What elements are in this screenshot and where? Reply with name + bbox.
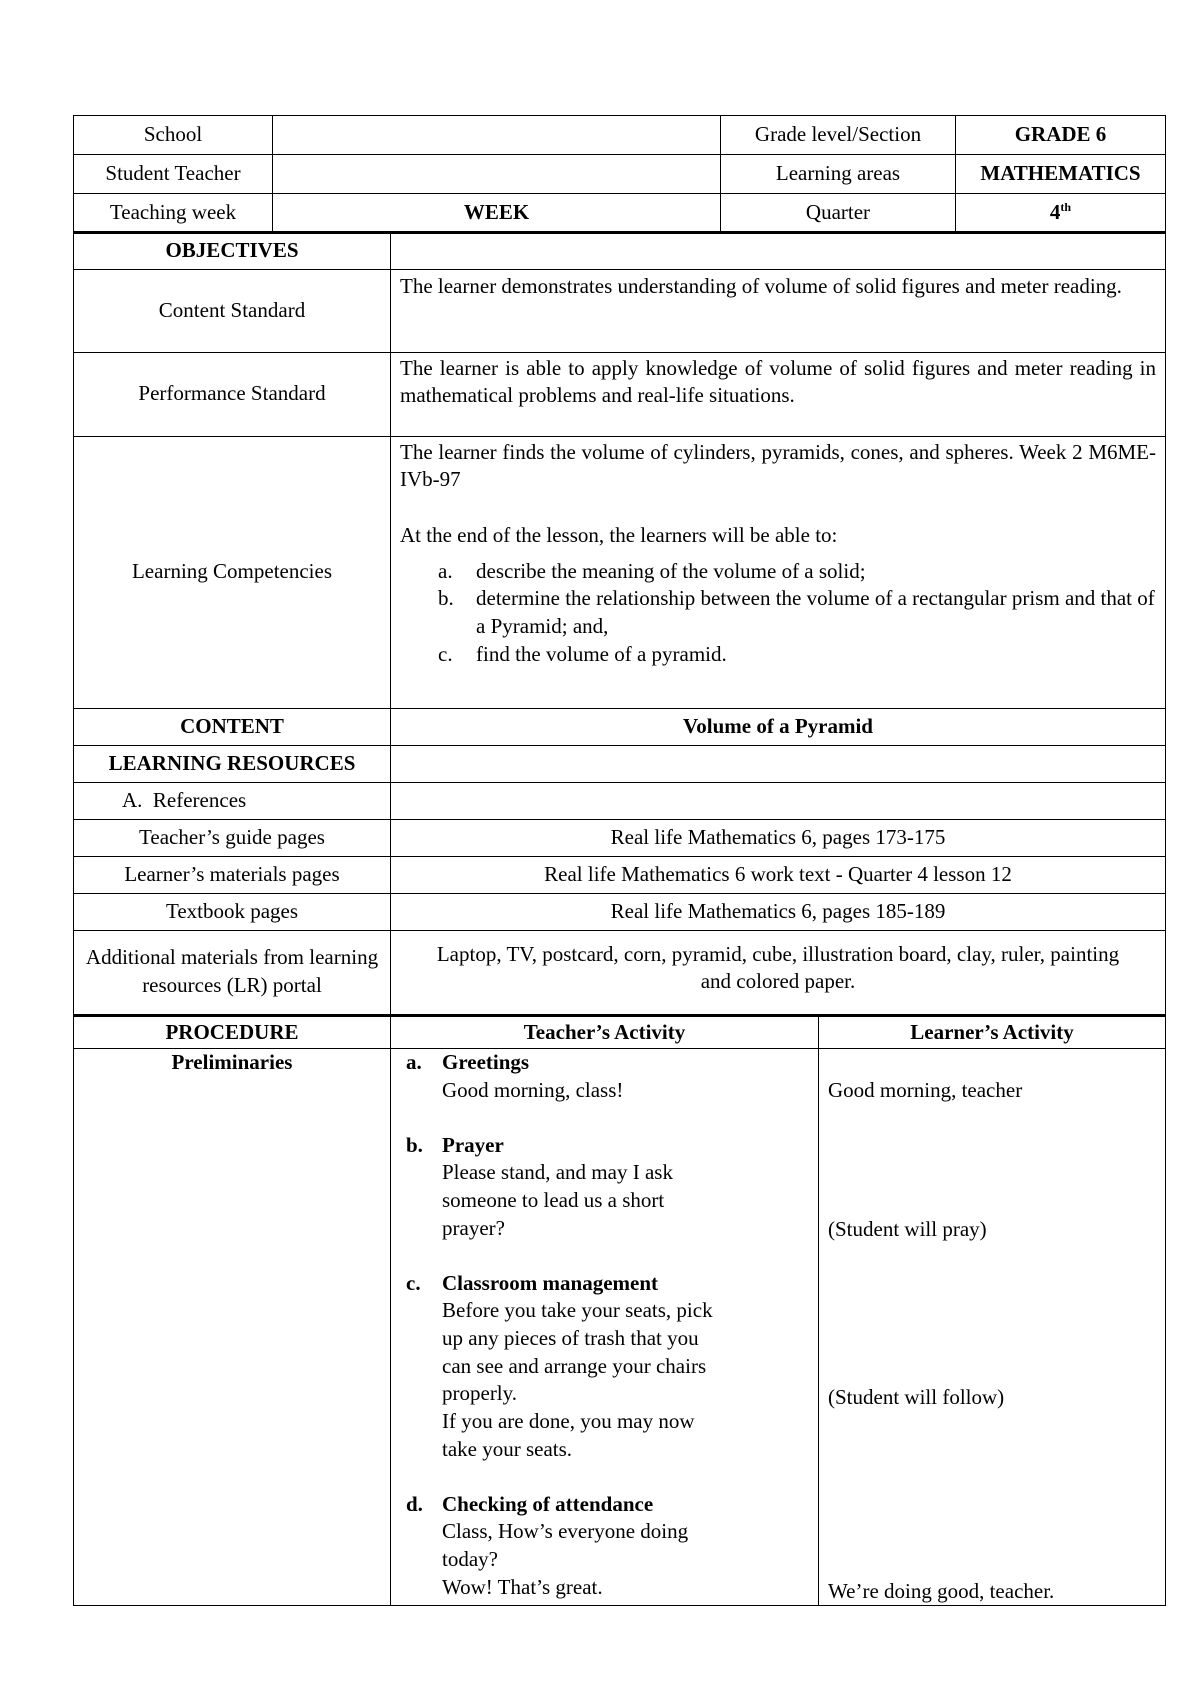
competencies-lead: At the end of the lesson, the learners will be able to:: [400, 522, 838, 547]
resources-heading: LEARNING RESOURCES: [74, 745, 391, 782]
list-marker: b.: [438, 586, 454, 611]
lesson-plan-page: [73, 115, 1165, 1606]
activity-title: Prayer: [442, 1132, 504, 1157]
learner-response: Good morning, teacher: [828, 1078, 1023, 1103]
content-standard-row: [74, 269, 1166, 352]
competencies-cell: [391, 436, 1166, 708]
teaching-week-label: Teaching week: [74, 194, 273, 232]
references-label: A. References: [74, 782, 391, 819]
teachers-guide-row: [74, 819, 1166, 856]
learners-materials-value: Real life Mathematics 6 work text - Quarter 4 lesson 12: [391, 856, 1166, 893]
activity-prayer: [406, 1132, 809, 1243]
activity-line: Good morning, class!: [442, 1077, 624, 1102]
activity-marker: d.: [406, 1491, 423, 1516]
activity-line: take your seats.: [442, 1436, 573, 1461]
teacher-activity-cell: [391, 1049, 819, 1606]
activity-classroom-management: [406, 1270, 809, 1464]
additional-materials-row: [74, 930, 1166, 1014]
school-value: [273, 116, 721, 155]
resources-heading-row: [74, 745, 1166, 782]
preliminaries-row: [74, 1049, 1166, 1606]
teachers-guide-value: Real life Mathematics 6, pages 173-175: [391, 819, 1166, 856]
quarter-suffix: th: [1060, 199, 1072, 214]
activity-line: today?: [442, 1547, 498, 1571]
list-text: describe the meaning of the volume of a solid;: [476, 558, 866, 583]
learning-areas-label: Learning areas: [721, 155, 956, 194]
activity-line: Please stand, and may I ask: [442, 1160, 673, 1185]
content-value: Volume of a Pyramid: [391, 708, 1166, 745]
activity-greetings: [406, 1049, 809, 1104]
student-teacher-label: Student Teacher: [74, 155, 273, 194]
activity-title: Classroom management: [442, 1270, 659, 1295]
references-blank: [391, 782, 1166, 819]
learner-response: (Student will follow): [828, 1385, 1005, 1410]
activity-line: properly.: [442, 1381, 518, 1406]
objectives-heading-blank: [391, 233, 1166, 269]
header-table: [73, 115, 1166, 232]
performance-standard-text: The learner is able to apply knowledge of volume of solid figures and meter reading in mathematical problems and real-life situations.: [391, 352, 1166, 436]
quarter-number: 4: [1049, 199, 1061, 224]
procedure-heading-row: [74, 1016, 1166, 1049]
quarter-value: [956, 194, 1166, 232]
activity-marker: b.: [406, 1132, 423, 1157]
learning-areas-value: MATHEMATICS: [956, 155, 1166, 194]
content-row: [74, 708, 1166, 745]
objectives-table: [73, 232, 1166, 1015]
activity-line: someone to lead us a short: [442, 1188, 665, 1213]
objectives-heading-row: [74, 233, 1166, 269]
textbook-value: Real life Mathematics 6, pages 185-189: [391, 893, 1166, 930]
activity-line: prayer?: [442, 1215, 505, 1240]
activity-marker: c.: [406, 1270, 421, 1295]
activity-title: Checking of attendance: [442, 1491, 654, 1516]
list-item: [400, 558, 1156, 586]
activity-line: Class, How’s everyone doing: [442, 1519, 689, 1544]
activity-marker: a.: [406, 1050, 422, 1075]
activity-title: Greetings: [442, 1050, 530, 1075]
learner-response: We’re doing good, teacher.: [828, 1579, 1055, 1604]
learners-materials-row: [74, 856, 1166, 893]
quarter-label: Quarter: [721, 194, 956, 232]
competencies-label: Learning Competencies: [74, 436, 391, 708]
teachers-guide-label: Teacher’s guide pages: [74, 819, 391, 856]
content-heading: CONTENT: [74, 708, 391, 745]
learner-activity-cell: [819, 1049, 1166, 1606]
content-standard-text: The learner demonstrates understanding of volume of solid figures and meter reading.: [391, 269, 1166, 352]
header-row-week: [74, 194, 1166, 232]
teacher-activity-heading: Teacher’s Activity: [391, 1016, 819, 1049]
list-text: find the volume of a pyramid.: [476, 641, 727, 666]
additional-label: Additional materials from learning resources (LR) portal: [74, 930, 391, 1014]
performance-standard-row: [74, 352, 1166, 436]
performance-standard-label: Performance Standard: [74, 352, 391, 436]
list-marker: a.: [438, 558, 453, 583]
procedure-heading: PROCEDURE: [74, 1016, 391, 1049]
header-row-teacher: [74, 155, 1166, 194]
list-marker: c.: [438, 641, 453, 666]
additional-value: Laptop, TV, postcard, corn, pyramid, cube, illustration board, clay, ruler, painting and colored paper.: [391, 930, 1166, 1014]
teaching-week-value: WEEK: [273, 194, 721, 232]
preliminaries-label: Preliminaries: [74, 1049, 391, 1606]
list-text: determine the relationship between the volume of a rectangular prism and that of a Pyramid; and,: [476, 586, 1155, 639]
learner-response: (Student will pray): [828, 1217, 987, 1242]
learner-activity-heading: Learner’s Activity: [819, 1016, 1166, 1049]
competencies-row: [74, 436, 1166, 708]
activity-line: Before you take your seats, pick: [442, 1298, 713, 1323]
school-label: School: [74, 116, 273, 155]
list-item: [400, 641, 1156, 669]
grade-value: GRADE 6: [956, 116, 1166, 155]
competencies-intro: The learner finds the volume of cylinders, pyramids, cones, and spheres. Week 2 M6ME-IVb-97: [400, 439, 1156, 492]
resources-heading-blank: [391, 745, 1166, 782]
student-teacher-value: [273, 155, 721, 194]
procedure-table: [73, 1015, 1166, 1607]
activity-list: [400, 1049, 809, 1601]
activity-line: up any pieces of trash that you: [442, 1325, 699, 1350]
grade-label: Grade level/Section: [721, 116, 956, 155]
textbook-row: [74, 893, 1166, 930]
references-row: [74, 782, 1166, 819]
content-standard-label: Content Standard: [74, 269, 391, 352]
textbook-label: Textbook pages: [74, 893, 391, 930]
header-row-school: [74, 116, 1166, 155]
list-item: [400, 585, 1156, 640]
competencies-list: [400, 558, 1156, 669]
activity-line: If you are done, you may now: [442, 1409, 695, 1434]
activity-line: can see and arrange your chairs: [442, 1353, 707, 1378]
activity-attendance: [406, 1491, 809, 1602]
activity-line: Wow! That’s great.: [442, 1574, 603, 1599]
learners-materials-label: Learner’s materials pages: [74, 856, 391, 893]
objectives-heading: OBJECTIVES: [74, 233, 391, 269]
